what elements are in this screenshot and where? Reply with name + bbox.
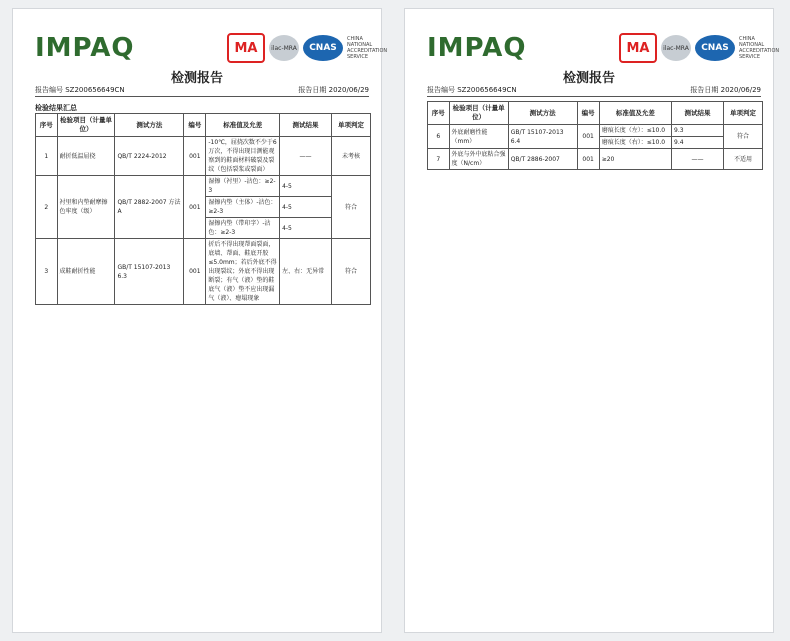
cell-standard: 湿擦（衬里）-沾色：≥2-3 xyxy=(206,176,280,197)
cell-code: 001 xyxy=(184,137,206,176)
cell-standard: 湿擦内垫（主体）-沾色：≥2-3 xyxy=(206,197,280,218)
certification-logos xyxy=(619,33,780,63)
ilac-cert-logo: ilac-MRA xyxy=(269,35,299,61)
cell-item: 成鞋耐折性能 xyxy=(57,239,115,305)
col-result: 测试结果 xyxy=(280,114,332,137)
col-code: 编号 xyxy=(184,114,206,137)
cell-seq: 7 xyxy=(428,149,450,170)
report-number: 报告编号 SZ200656649CN xyxy=(35,86,125,94)
cnas-cert-logo: CNAS xyxy=(695,35,735,61)
cell-item: 外底与外中底粘合强度（N/cm） xyxy=(449,149,508,170)
cell-code: 001 xyxy=(184,176,206,239)
cell-seq: 1 xyxy=(36,137,58,176)
cell-judge: 符合 xyxy=(331,176,370,239)
table-header-row xyxy=(428,102,763,125)
report-date: 报告日期 2020/06/29 xyxy=(298,86,369,94)
col-method: 测试方法 xyxy=(115,114,184,137)
table-row xyxy=(36,137,371,176)
report-number: 报告编号 SZ200656649CN xyxy=(427,86,517,94)
cell-standard: 磨痕长度（右）：≤10.0 xyxy=(599,137,671,149)
cell-judge: 不适用 xyxy=(723,149,762,170)
cell-standard: 磨痕长度（左）：≤10.0 xyxy=(599,125,671,137)
cell-seq: 2 xyxy=(36,176,58,239)
cell-seq: 6 xyxy=(428,125,450,149)
report-title: 检测报告 xyxy=(170,71,223,86)
table-row xyxy=(428,149,763,170)
cell-judge: 符合 xyxy=(723,125,762,149)
cell-result: 4-5 xyxy=(280,176,332,197)
report-page-4 xyxy=(404,8,780,633)
cell-item: 耐折低温屈挠 xyxy=(57,137,115,176)
report-date: 报告日期 2020/06/29 xyxy=(690,86,761,94)
table-row xyxy=(428,125,763,137)
cell-code: 001 xyxy=(184,239,206,305)
results-table xyxy=(427,101,763,170)
report-meta xyxy=(35,85,369,97)
table-row xyxy=(36,176,371,197)
report-meta xyxy=(427,85,761,97)
cell-result: 9.3 xyxy=(672,125,724,137)
cell-method: QB/T 2882-2007 方法A xyxy=(115,176,184,239)
cell-item: 外底耐磨性能（mm） xyxy=(449,125,508,149)
col-seq: 序号 xyxy=(36,114,58,137)
ma-cert-logo: MA xyxy=(227,33,265,63)
cell-result: 4-5 xyxy=(280,197,332,218)
ilac-cert-logo: ilac-MRA xyxy=(661,35,691,61)
impaq-logo: IMPAQ xyxy=(427,33,527,63)
ma-cert-logo: MA xyxy=(619,33,657,63)
cell-judge: 未考核 xyxy=(331,137,370,176)
cell-method: QB/T 2886-2007 xyxy=(508,149,577,170)
col-judge: 单项判定 xyxy=(723,102,762,125)
cell-standard: 湿擦内垫（带印字）-沾色：≥2-3 xyxy=(206,218,280,239)
col-seq: 序号 xyxy=(428,102,450,125)
section-title: 检验结果汇总 xyxy=(35,104,77,112)
report-page-3 xyxy=(12,8,388,633)
table-row xyxy=(36,239,371,305)
certification-logos xyxy=(227,33,388,63)
col-code: 编号 xyxy=(577,102,599,125)
cnas-cert-text: CHINA NATIONAL ACCREDITATION SERVICE xyxy=(347,36,388,60)
cell-result: —— xyxy=(672,149,724,170)
results-table xyxy=(35,113,371,305)
cell-result: 4-5 xyxy=(280,218,332,239)
cell-method: QB/T 2224-2012 xyxy=(115,137,184,176)
col-standard: 标准值及允差 xyxy=(599,102,671,125)
cell-result: —— xyxy=(280,137,332,176)
cell-method: GB/T 15107-2013 6.4 xyxy=(508,125,577,149)
col-item: 检验项目（计量单位） xyxy=(449,102,508,125)
cell-judge: 符合 xyxy=(331,239,370,305)
col-result: 测试结果 xyxy=(672,102,724,125)
col-item: 检验项目（计量单位） xyxy=(57,114,115,137)
table-header-row xyxy=(36,114,371,137)
cell-code: 001 xyxy=(577,125,599,149)
cell-code: 001 xyxy=(577,149,599,170)
report-title: 检测报告 xyxy=(562,71,615,86)
cell-standard: -10℃，屈挠次数不少于6万次，不得出现目测能观察到的鞋面材料破裂及裂纹（包括裂浆或裂面） xyxy=(206,137,280,176)
cnas-cert-logo: CNAS xyxy=(303,35,343,61)
cnas-cert-text: CHINA NATIONAL ACCREDITATION SERVICE xyxy=(739,36,780,60)
cell-standard: ≥20 xyxy=(599,149,671,170)
col-method: 测试方法 xyxy=(508,102,577,125)
cell-item: 衬里和内垫耐摩擦色牢度（级） xyxy=(57,176,115,239)
cell-result: 9.4 xyxy=(672,137,724,149)
cell-seq: 3 xyxy=(36,239,58,305)
cell-result: 左、右：无异常 xyxy=(280,239,332,305)
col-judge: 单项判定 xyxy=(331,114,370,137)
impaq-logo: IMPAQ xyxy=(35,33,135,63)
cell-standard: 折后不得出现帮面裂面，底墙、帮面、鞋底开胶≤5.0mm；若后外底不得出现裂纹；外底不得出现断裂；有气（液）垫的鞋底气（液）垫不应出现漏气（液）、瘪塌现象 xyxy=(206,239,280,305)
col-standard: 标准值及允差 xyxy=(206,114,280,137)
cell-method: GB/T 15107-2013 6.3 xyxy=(115,239,184,305)
